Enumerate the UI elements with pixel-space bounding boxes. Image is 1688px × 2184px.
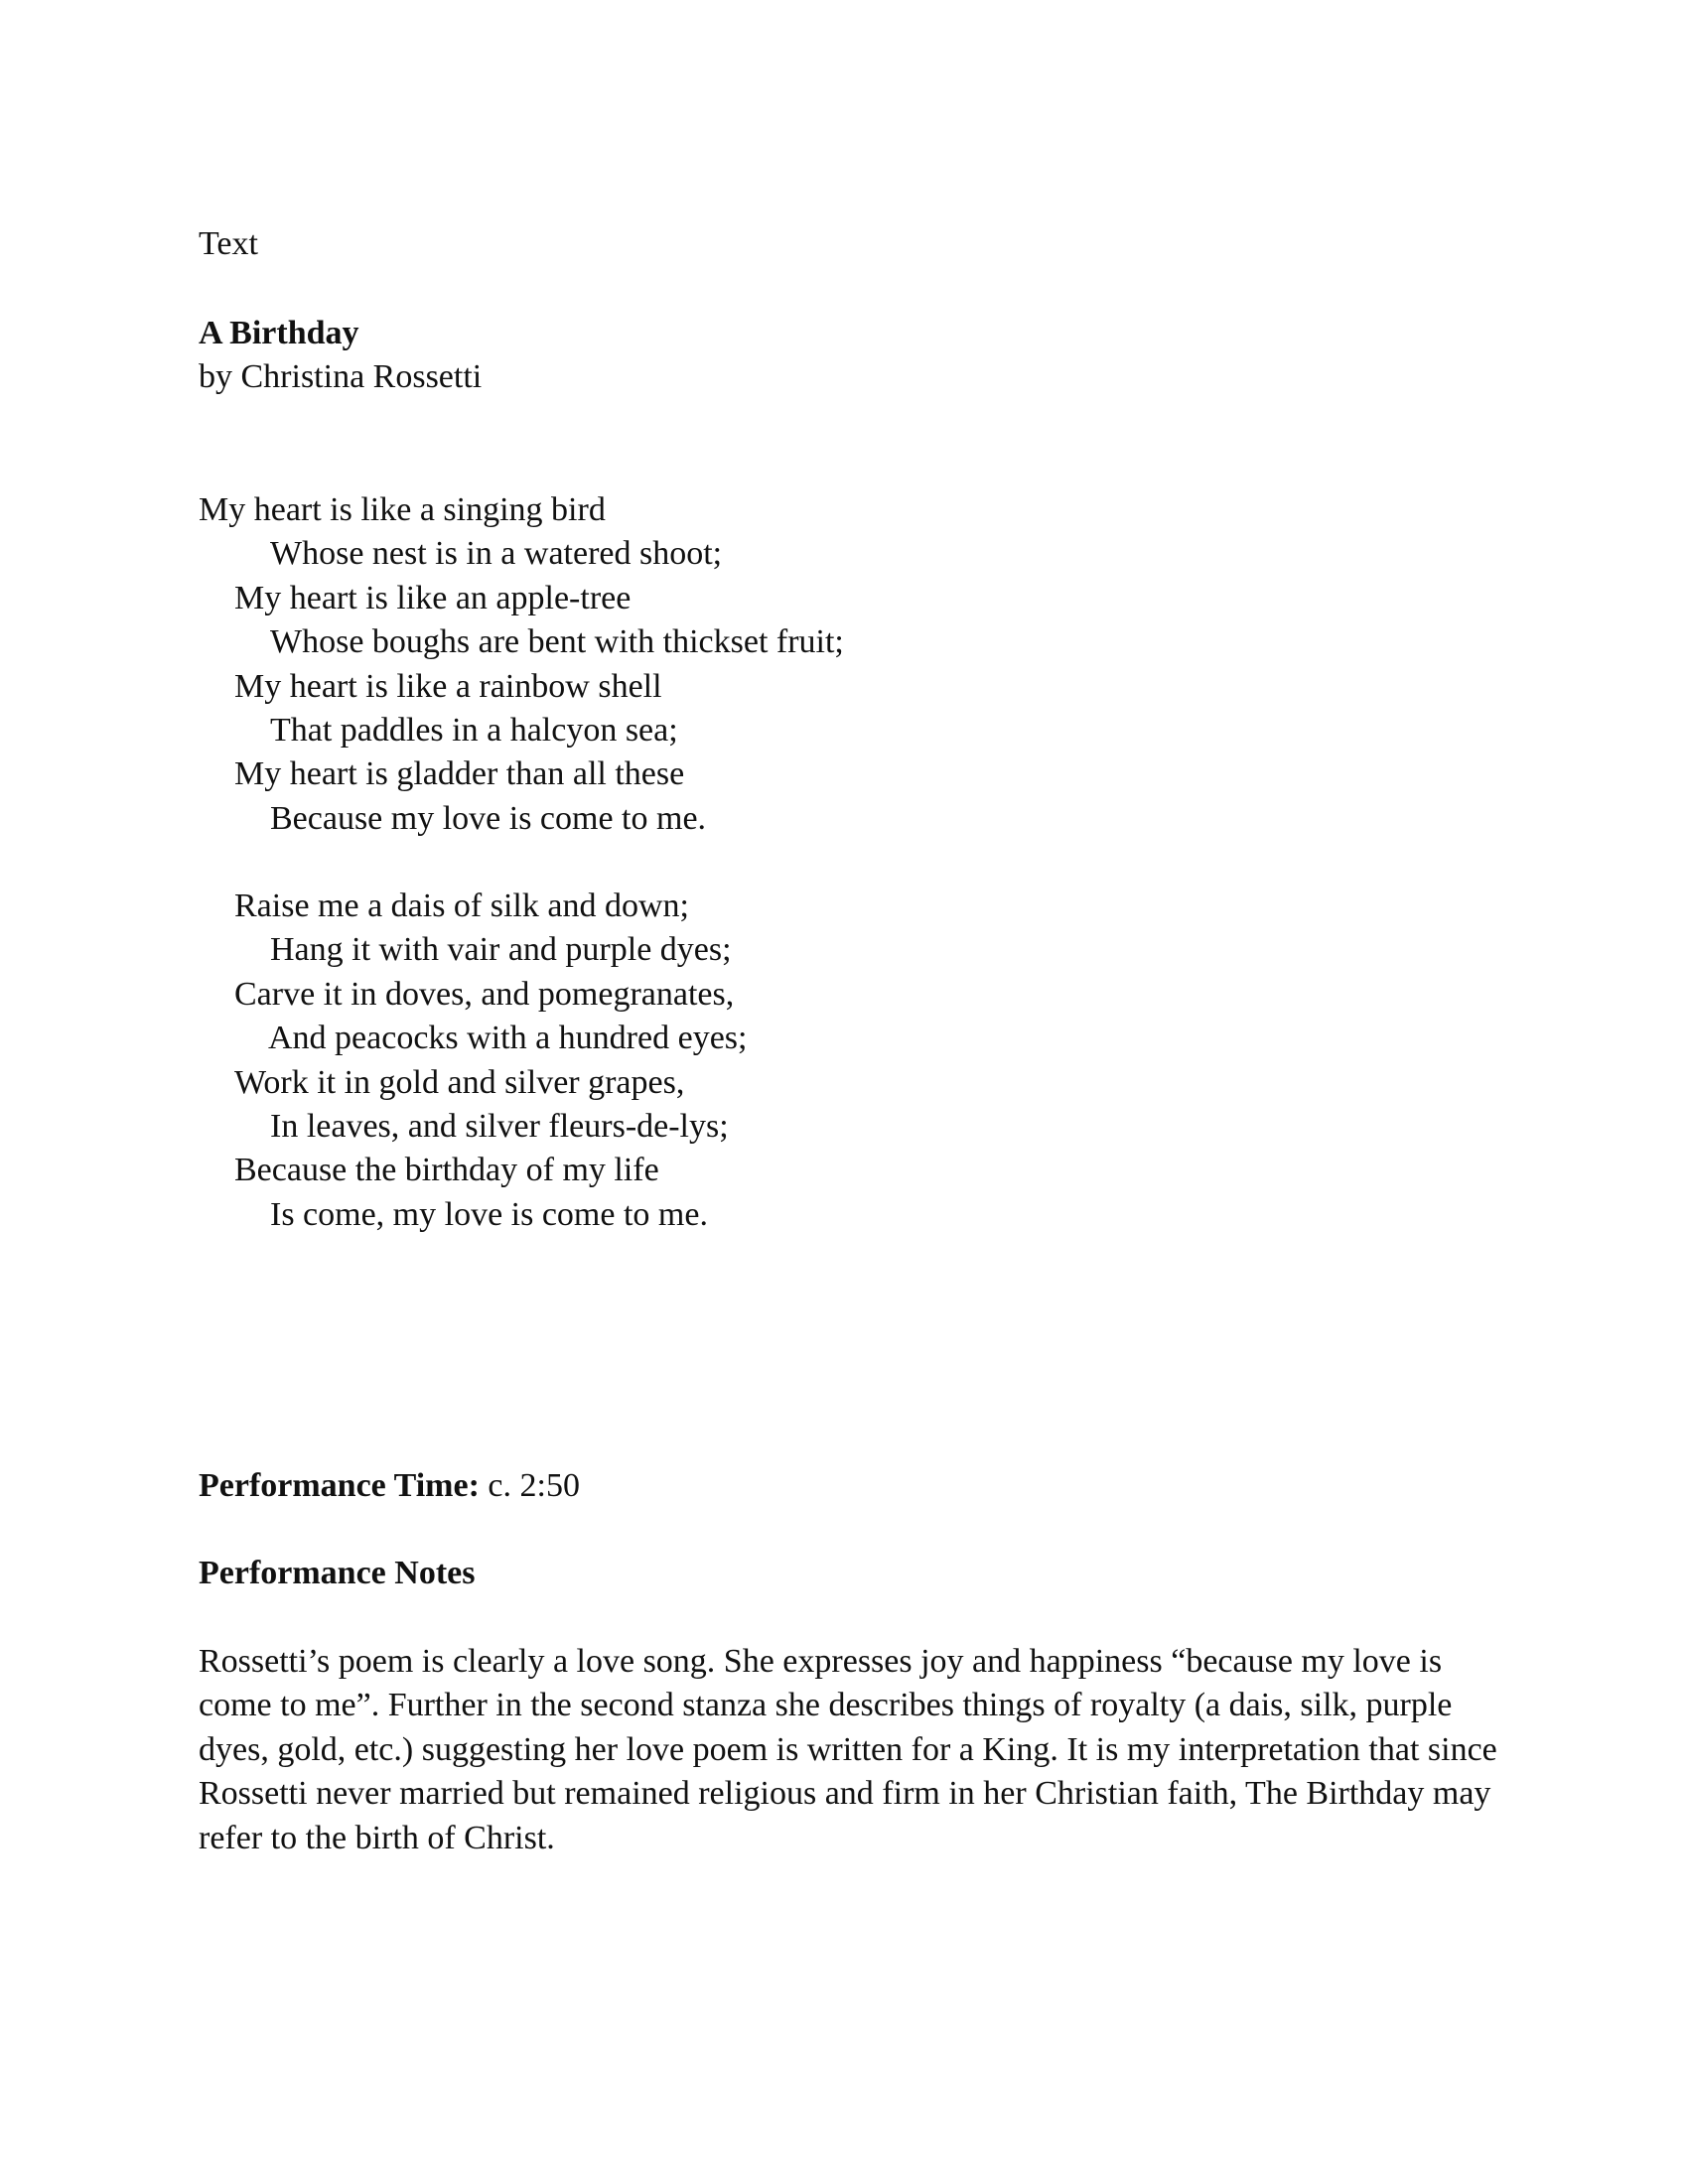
poem-line: Whose nest is in a watered shoot; (270, 535, 723, 573)
poem-line: And peacocks with a hundred eyes; (268, 1020, 748, 1057)
poem-line: My heart is gladder than all these (234, 755, 685, 793)
performance-time-label: Performance Time: (199, 1467, 480, 1504)
poem-line: My heart is like an apple-tree (234, 579, 632, 616)
poem-line: Hang it with vair and purple dyes; (270, 931, 732, 969)
poem-line: Whose boughs are bent with thickset fruit; (270, 623, 844, 661)
performance-time (199, 1464, 580, 1508)
poem-line: Is come, my love is come to me. (270, 1195, 708, 1233)
performance-time-value: c. 2:50 (479, 1467, 580, 1504)
poem-line: Because my love is come to me. (270, 799, 707, 837)
poem-author: by Christina Rossetti (199, 358, 483, 395)
poem-stanza-1 (199, 488, 844, 841)
poem-line: My heart is like a singing bird (199, 491, 606, 528)
poem-line: My heart is like a rainbow shell (234, 667, 662, 705)
poem-line: In leaves, and silver fleurs-de-lys; (270, 1107, 729, 1145)
poem-title: A Birthday (199, 315, 359, 351)
poem-stanza-2 (199, 885, 747, 1237)
performance-notes-heading: Performance Notes (199, 1555, 476, 1591)
poem-line: Carve it in doves, and pomegranates, (234, 975, 735, 1013)
poem-line: Work it in gold and silver grapes, (234, 1063, 685, 1101)
poem-header (199, 312, 482, 399)
poem-line: Because the birthday of my life (234, 1152, 659, 1189)
section-label: Text (199, 225, 258, 262)
poem-line: That paddles in a halcyon sea; (270, 711, 678, 749)
poem-line: Raise me a dais of silk and down; (234, 887, 689, 924)
performance-notes-body: Rossetti’s poem is clearly a love song. She expresses joy and happiness “because my love is come to me”. Further in the second stanza she describes things of royalty (a dais, silk, purple dyes, gold, etc.) suggesting her love poem is written for a King. It is my interpretation that since Rossetti never married but remained religious and firm in her Christian faith, The Birthday may refer to the birth of Christ. (199, 1643, 1497, 1856)
